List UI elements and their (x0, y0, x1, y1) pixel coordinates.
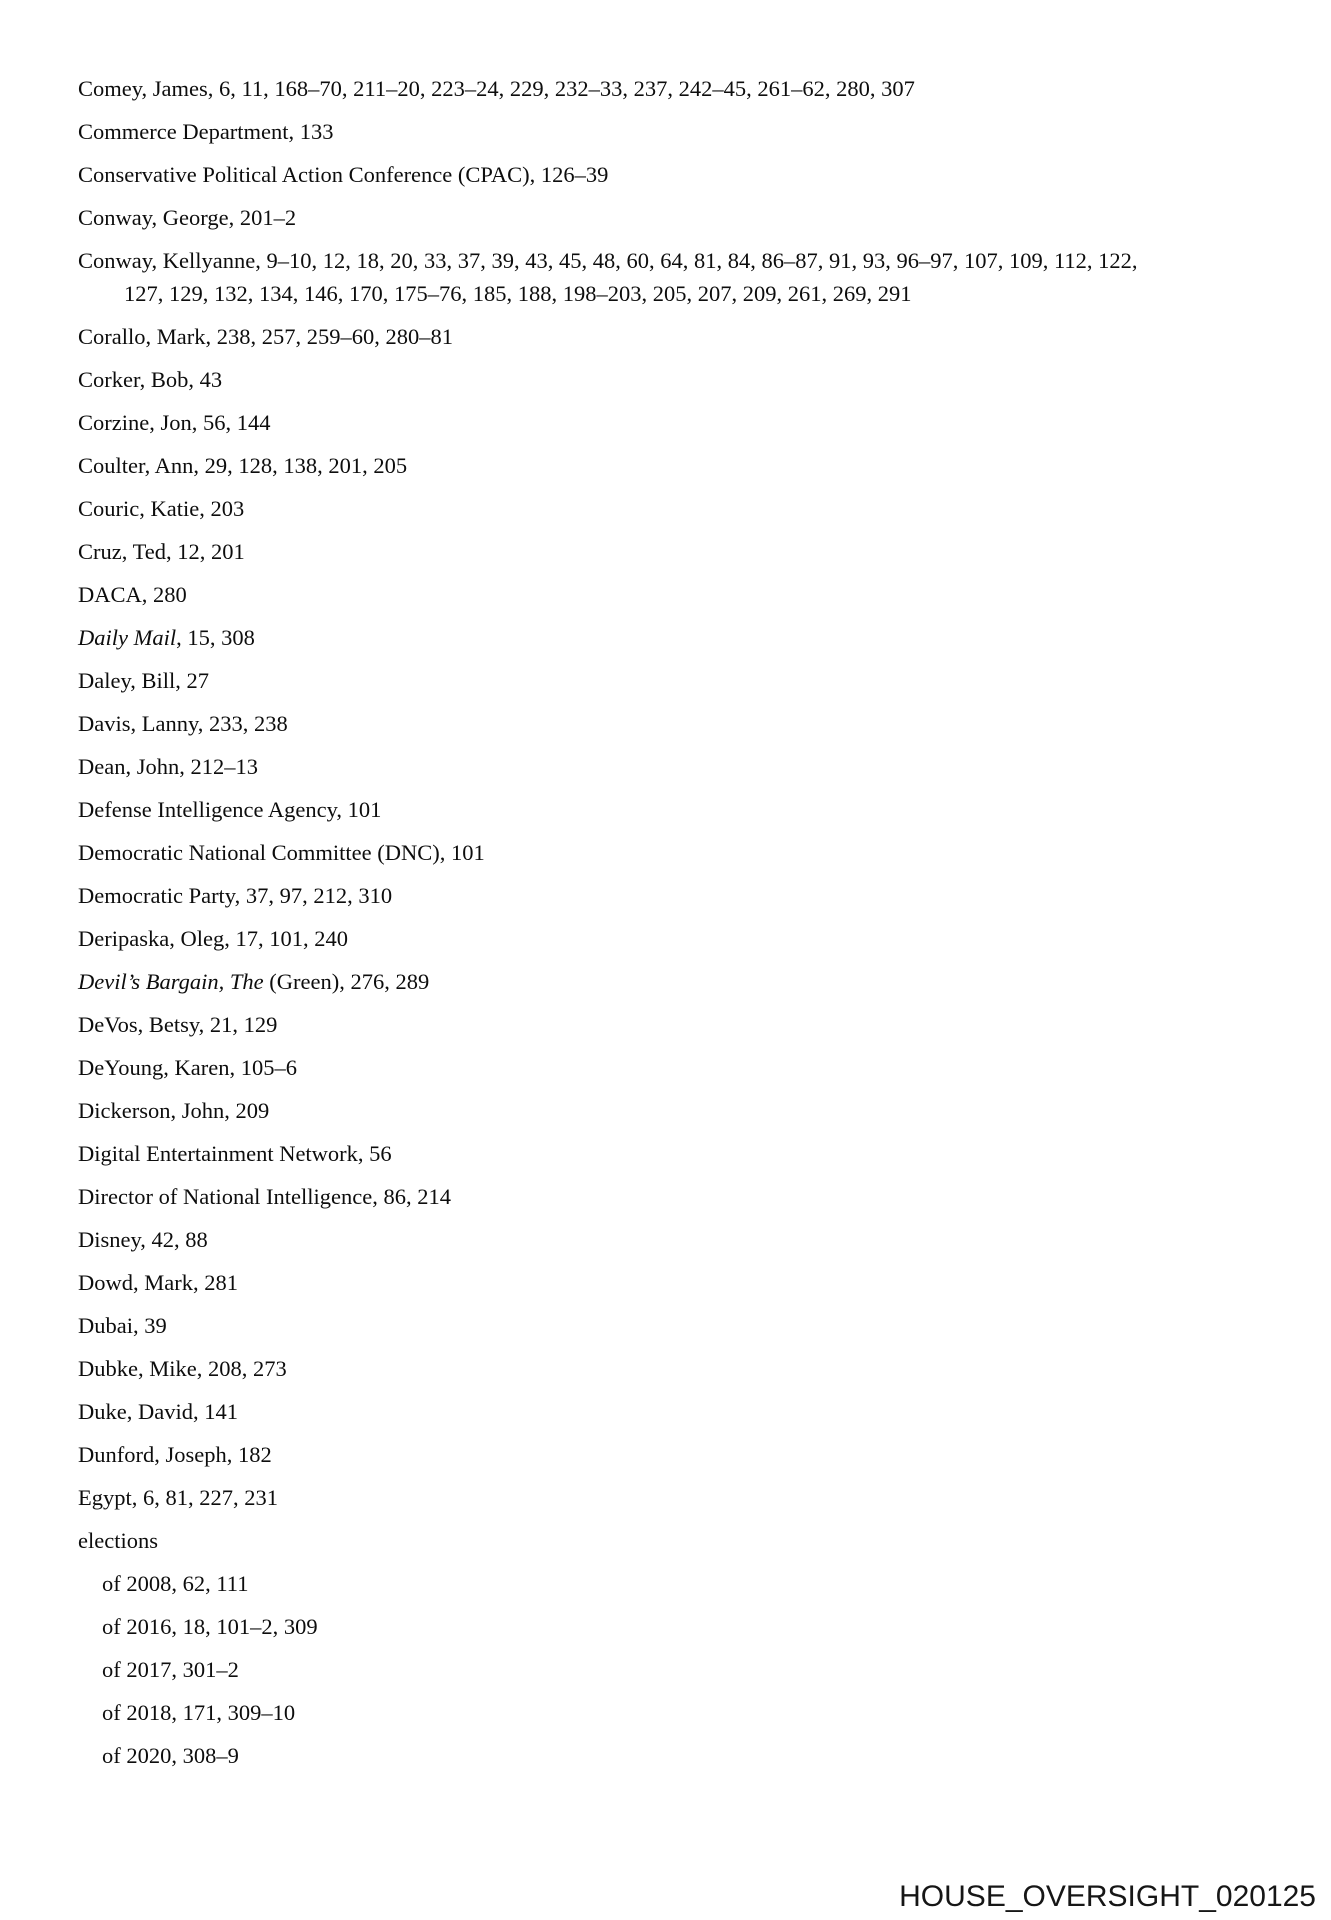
entry-text: , 15, 308 (176, 625, 255, 650)
index-entry (78, 1352, 1291, 1385)
entry-line (78, 664, 1291, 697)
index-entry (78, 922, 1291, 955)
entry-text: Disney, 42, 88 (78, 1227, 208, 1252)
index-subentry (102, 1696, 1291, 1729)
entry-line (78, 158, 1291, 191)
entry-line (78, 244, 1291, 277)
index-entry (78, 158, 1291, 191)
entry-text: Dubke, Mike, 208, 273 (78, 1356, 287, 1381)
entry-text: Comey, James, 6, 11, 168–70, 211–20, 223–24, 229, 232–33, 237, 242–45, 261–62, 280, 307 (78, 76, 915, 101)
index-entry (78, 115, 1291, 148)
entry-line (78, 1352, 1291, 1385)
index-entry (78, 1438, 1291, 1471)
entry-text: Commerce Department, 133 (78, 119, 334, 144)
index-entry (78, 1137, 1291, 1170)
entry-line (78, 201, 1291, 234)
entry-line (78, 406, 1291, 439)
entry-line (78, 1395, 1291, 1428)
entry-line (78, 621, 1291, 654)
entry-line (102, 1696, 1291, 1729)
index-list (78, 72, 1291, 1772)
index-subentry (102, 1610, 1291, 1643)
entry-text: Couric, Katie, 203 (78, 496, 245, 521)
entry-line (78, 1481, 1291, 1514)
entry-text: of 2020, 308–9 (102, 1743, 239, 1768)
index-entry (78, 1266, 1291, 1299)
entry-text: Conway, George, 201–2 (78, 205, 297, 230)
index-entry (78, 1051, 1291, 1084)
entry-line (78, 1438, 1291, 1471)
entry-line (102, 1610, 1291, 1643)
index-entry (78, 449, 1291, 482)
entry-text: Corallo, Mark, 238, 257, 259–60, 280–81 (78, 324, 453, 349)
entry-line (78, 1524, 1291, 1557)
entry-text: Director of National Intelligence, 86, 214 (78, 1184, 451, 1209)
entry-line (78, 1266, 1291, 1299)
index-entry (78, 320, 1291, 353)
entry-line (78, 1223, 1291, 1256)
index-entry (78, 664, 1291, 697)
entry-line (78, 965, 1291, 998)
entry-line (78, 492, 1291, 525)
entry-text: Corzine, Jon, 56, 144 (78, 410, 271, 435)
entry-line (78, 707, 1291, 740)
index-entry (78, 1481, 1291, 1514)
index-entry (78, 492, 1291, 525)
entry-line (78, 320, 1291, 353)
entry-text: Coulter, Ann, 29, 128, 138, 201, 205 (78, 453, 408, 478)
entry-text: DACA, 280 (78, 582, 187, 607)
entry-text: Dickerson, John, 209 (78, 1098, 270, 1123)
entry-line (78, 449, 1291, 482)
bates-number: HOUSE_OVERSIGHT_020125 (899, 1880, 1316, 1913)
entry-text: Conservative Political Action Conference (CPAC), 126–39 (78, 162, 609, 187)
index-entry (78, 836, 1291, 869)
index-entry (78, 363, 1291, 396)
index-entry (78, 72, 1291, 105)
entry-text: of 2017, 301–2 (102, 1657, 239, 1682)
entry-line (78, 115, 1291, 148)
entry-line (78, 1137, 1291, 1170)
entry-text: 127, 129, 132, 134, 146, 170, 175–76, 185, 188, 198–203, 205, 207, 209, 261, 269, 291 (124, 281, 912, 306)
index-entry (78, 406, 1291, 439)
entry-continuation-line (124, 277, 1291, 310)
entry-text: DeVos, Betsy, 21, 129 (78, 1012, 278, 1037)
index-subentry (102, 1653, 1291, 1686)
index-entry (78, 793, 1291, 826)
entry-line (78, 578, 1291, 611)
entry-text: of 2008, 62, 111 (102, 1571, 249, 1596)
entry-text: Dean, John, 212–13 (78, 754, 258, 779)
index-entry (78, 1223, 1291, 1256)
entry-line (102, 1567, 1291, 1600)
index-entry (78, 201, 1291, 234)
entry-text: Egypt, 6, 81, 227, 231 (78, 1485, 278, 1510)
entry-line (78, 750, 1291, 783)
entry-text: Conway, Kellyanne, 9–10, 12, 18, 20, 33, 37, 39, 43, 45, 48, 60, 64, 81, 84, 86–87, 91, 93, 96–97, 107, 109, 112, 122, (78, 248, 1138, 273)
entry-line (78, 72, 1291, 105)
index-entry (78, 1309, 1291, 1342)
entry-text: Democratic Party, 37, 97, 212, 310 (78, 883, 393, 908)
index-entry (78, 1180, 1291, 1213)
entry-text: elections (78, 1528, 158, 1553)
index-entry (78, 707, 1291, 740)
entry-line (78, 793, 1291, 826)
entry-text: Daley, Bill, 27 (78, 668, 210, 693)
index-entry (78, 1395, 1291, 1428)
entry-text: Davis, Lanny, 233, 238 (78, 711, 288, 736)
index-subentry (102, 1567, 1291, 1600)
entry-title-italic: Devil’s Bargain, The (78, 969, 264, 994)
entry-text: Dunford, Joseph, 182 (78, 1442, 272, 1467)
index-entry (78, 621, 1291, 654)
entry-text: Defense Intelligence Agency, 101 (78, 797, 382, 822)
index-entry (78, 535, 1291, 568)
entry-text: Dubai, 39 (78, 1313, 167, 1338)
entry-line (78, 363, 1291, 396)
entry-title-italic: Daily Mail (78, 625, 177, 650)
index-entry (78, 965, 1291, 998)
entry-text: Digital Entertainment Network, 56 (78, 1141, 392, 1166)
entry-text: (Green), 276, 289 (263, 969, 430, 994)
index-entry (78, 750, 1291, 783)
index-entry (78, 1524, 1291, 1557)
entry-line (78, 1180, 1291, 1213)
index-entry (78, 1094, 1291, 1127)
entry-text: of 2016, 18, 101–2, 309 (102, 1614, 318, 1639)
entry-line (102, 1739, 1291, 1772)
entry-text: Corker, Bob, 43 (78, 367, 223, 392)
entry-text: Cruz, Ted, 12, 201 (78, 539, 245, 564)
entry-text: Democratic National Committee (DNC), 101 (78, 840, 485, 865)
index-entry (78, 879, 1291, 912)
entry-text: Dowd, Mark, 281 (78, 1270, 238, 1295)
entry-line (78, 879, 1291, 912)
entry-line (78, 1051, 1291, 1084)
entry-line (102, 1653, 1291, 1686)
entry-line (78, 836, 1291, 869)
entry-text: Deripaska, Oleg, 17, 101, 240 (78, 926, 348, 951)
entry-line (78, 922, 1291, 955)
entry-text: of 2018, 171, 309–10 (102, 1700, 296, 1725)
index-subentry (102, 1739, 1291, 1772)
entry-line (78, 535, 1291, 568)
entry-line (78, 1094, 1291, 1127)
entry-text: DeYoung, Karen, 105–6 (78, 1055, 297, 1080)
entry-line (78, 1008, 1291, 1041)
entry-text: Duke, David, 141 (78, 1399, 238, 1424)
index-entry (78, 578, 1291, 611)
index-entry (78, 1008, 1291, 1041)
index-entry (78, 244, 1291, 310)
entry-line (78, 1309, 1291, 1342)
